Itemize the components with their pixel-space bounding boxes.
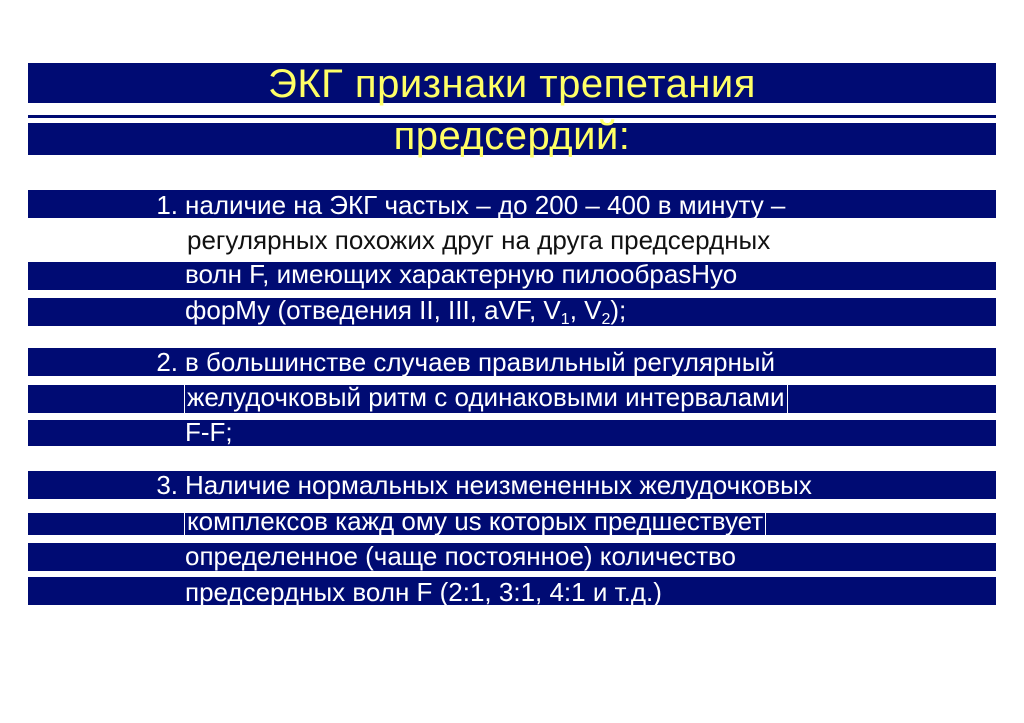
slide-title-line-1: ЭКГ признаки трепетания: [268, 62, 756, 106]
item2-line-1: в большинстве случаев правильный регулярный: [185, 347, 776, 377]
item2-line-3: F-F;: [185, 417, 233, 447]
item1-line-2: регулярных похожих друг на друга предсердных: [187, 225, 771, 255]
item1-line-1: наличие на ЭКГ частых – до 200 – 400 в минуту –: [185, 190, 786, 220]
item3-number: 3.: [156, 470, 178, 500]
item3-line-3: определенное (чаще постоянное) количество: [185, 541, 736, 571]
item3-line-4: предсердных волн F (2:1, 3:1, 4:1 и т.д.): [185, 577, 662, 607]
item1-number: 1.: [156, 190, 178, 220]
item2-number: 2.: [156, 347, 178, 377]
item3-line-1: Наличие нормальных неизмененных желудочковых: [185, 470, 812, 500]
item2-band-c: [28, 420, 996, 446]
item1-line-4: форМу (отведения II, III, aVF, $V_1$, $V_2$);: [185, 295, 627, 328]
item1-line-3: волн F, имеющих характерную пилообрasНуо: [185, 259, 738, 289]
item3-line-2: комплексов кажд ому us которых предшествует: [187, 506, 764, 536]
slide-title-line-2: предсердий:: [393, 114, 631, 158]
item2-line-2: желудочковый ритм с одинаковыми интервалами: [187, 382, 785, 412]
